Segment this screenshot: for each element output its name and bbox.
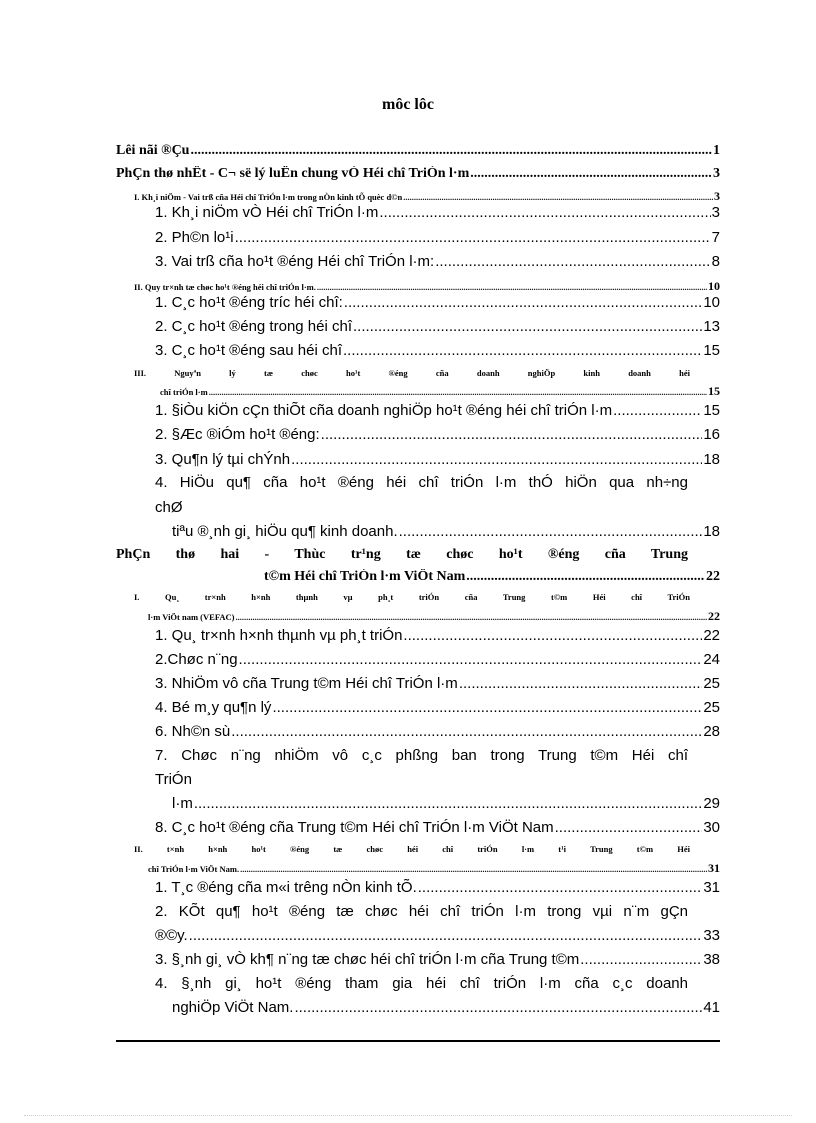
toc-label: 8. C¸c ho¹t ®éng cña Trung t©m Héi chî TriÓn l·m ViÖt Nam [155,819,554,836]
toc-leader [580,951,702,968]
toc-label: 3. §¸nh gi¸ vÒ kh¶ n¨ng tæ chøc héi chî triÓn l·m cña Trung t©m [155,951,580,968]
toc-entry-p2-1-3[interactable] [155,675,720,692]
toc-label: 6. Nh©n sù [155,723,231,740]
toc-entry-p1-1-3[interactable] [155,253,720,270]
toc-entry-p1-2-3[interactable] [155,342,720,359]
toc-label: 2. Ph©n lo¹i [155,229,234,246]
toc-entry-p1-2-2[interactable] [155,318,720,335]
toc-leader [190,143,712,159]
toc-page-number: 16 [703,426,720,443]
toc-entry-phan-2-line1: PhÇn thø hai - Thùc tr¹ng tæ chøc ho¹t ®éng cña Trung [116,547,688,562]
toc-page-number: 38 [703,951,720,968]
toc-entry-p2-1-7-line2: TriÓn [155,771,192,788]
toc-entry-p2-2-2[interactable] [155,927,720,944]
toc-label: ®©y. [155,927,188,944]
toc-page-number: 28 [703,723,720,740]
toc-entry-p1-3-3[interactable] [155,451,720,468]
toc-label: 2. §Æc ®iÓm ho¹t ®éng: [155,426,320,443]
toc-leader [459,675,703,692]
toc-page-number: 7 [711,229,720,246]
toc-page-number: 24 [703,651,720,668]
toc-label: Lêi nãi ®Çu [116,143,190,158]
toc-page-number: 10 [703,294,720,311]
toc-page-number: 10 [708,279,720,293]
toc-page-number: 22 [703,627,720,644]
toc-entry-p1-3-1[interactable] [155,402,720,419]
toc-label: chî TriÓn l·m ViÖt Nam. [148,864,240,874]
toc-label: t©m Héi chî TriÓn l·m ViÖt Nam [264,569,466,584]
toc-leader [236,612,708,622]
toc-page-number: 18 [703,451,720,468]
toc-label: 1. T¸c ®éng cña m«i trêng nÒn kinh tÕ. [155,879,417,896]
toc-page-number: 31 [703,879,720,896]
toc-label: PhÇn thø nhÊt - C¬ së lý luËn chung vÒ Héi chî TriÓn l·m [116,166,470,181]
toc-entry-p1-3-4-line1: 4. HiÖu qu¶ cña ho¹t ®éng héi chî triÓn l·m thÓ hiÖn qua nh÷ng [155,474,688,491]
toc-page-number: 13 [703,318,720,335]
toc-leader [272,699,702,716]
toc-entry-p2-1-4[interactable] [155,699,720,716]
toc-entry-p1-1-2[interactable] [155,229,720,246]
toc-label: 1. Kh¸i niÖm vÒ Héi chî TriÓn l·m [155,204,379,221]
toc-entry-p2-section-2[interactable] [148,861,720,876]
toc-entry-p1-section-1[interactable] [134,189,720,204]
toc-entry-p2-section-1-line1: I. Qu¸ tr×nh h×nh thµnh vµ ph¸t triÓn cña Trung t©m Héi chî TriÓn [134,592,690,602]
toc-entry-p2-1-8[interactable] [155,819,720,836]
toc-leader [235,229,711,246]
toc-leader [189,927,703,944]
footer-rule [116,1040,720,1042]
toc-entry-p2-2-4-line1: 4. §¸nh gi¸ ho¹t ®éng tham gia héi chî triÓn l·m cña c¸c doanh [155,975,688,992]
toc-page-number: 18 [703,523,720,540]
toc-entry-p1-3-4[interactable] [172,523,720,540]
toc-entry-loi-noi-dau[interactable] [116,143,720,159]
toc-leader [353,318,702,335]
toc-leader [317,282,707,292]
toc-leader [435,253,710,270]
toc-leader [209,387,707,397]
toc-entry-p2-1-7[interactable] [172,795,720,812]
toc-entry-p1-2-1[interactable] [155,294,720,311]
toc-entry-p2-section-2-line1: II. t×nh h×nh ho¹t ®éng tæ chøc héi chî triÓn l·m t¹i Trung t©m Héi [134,844,690,854]
toc-leader [399,523,703,540]
toc-entry-p1-section-3-line1: III. Nguyªn lý tæ chøc ho¹t ®éng cña doanh nghiÖp kinh doanh héi [134,368,690,378]
toc-label: nghiÖp ViÖt Nam. [172,999,294,1016]
toc-page-number: 1 [713,143,720,158]
toc-entry-p1-3-2[interactable] [155,426,720,443]
toc-label: I. Kh¸i niÖm - Vai trß cña Héi chî TriÓn l·m trong nÒn kinh tÕ quèc d©n [134,192,403,202]
toc-label: 1. C¸c ho¹t ®éng tríc héi chî: [155,294,343,311]
toc-label: 2. C¸c ho¹t ®éng trong héi chî [155,318,352,335]
toc-page-number: 15 [708,384,720,398]
toc-page-number: 15 [703,402,720,419]
toc-entry-p1-3-4-line2: chØ [155,499,183,516]
toc-leader [470,166,712,182]
toc-page-number: 29 [703,795,720,812]
toc-page-number: 31 [708,861,720,875]
toc-entry-phan-1[interactable] [116,166,720,182]
toc-page-number: 3 [713,166,720,181]
toc-leader [343,342,702,359]
toc-leader [613,402,702,419]
toc-page-number: 25 [703,699,720,716]
toc-entry-p2-2-3[interactable] [155,951,720,968]
toc-entry-p1-section-2[interactable] [134,279,720,294]
toc-label: l·m ViÖt nam (VEFAC) [148,612,235,622]
toc-page-number: 22 [706,569,720,584]
toc-entry-p1-section-3[interactable] [160,384,720,399]
toc-page-number: 33 [703,927,720,944]
toc-leader [344,294,703,311]
toc-entry-p2-2-2-line1: 2. KÕt qu¶ ho¹t ®éng tæ chøc héi chî triÓn l·m trong vµi n¨m gÇn [155,903,688,920]
toc-label: tiªu ®¸nh gi¸ hiÖu qu¶ kinh doanh. [172,523,398,540]
toc-leader [294,999,702,1016]
toc-leader [231,723,702,740]
toc-page-number: 30 [703,819,720,836]
toc-page-number: 25 [703,675,720,692]
page-bottom-dotted-line [24,1115,792,1116]
toc-label: 1. Qu¸ tr×nh h×nh thµnh vµ ph¸t triÓn [155,627,403,644]
toc-entry-p2-1-1[interactable] [155,627,720,644]
toc-page-number: 8 [711,253,720,270]
toc-label: 3. Qu¶n lý tµi chÝnh [155,451,291,468]
toc-leader [321,426,703,443]
toc-page-number: 41 [703,999,720,1016]
toc-page-number: 15 [703,342,720,359]
toc-label: 3. C¸c ho¹t ®éng sau héi chî [155,342,342,359]
toc-label: 3. NhiÖm vô cña Trung t©m Héi chî TriÓn l·m [155,675,458,692]
toc-entry-phan-2[interactable] [264,569,720,585]
toc-page-number: 22 [708,609,720,623]
toc-label: 4. Bé m¸y qu¶n lý [155,699,272,716]
toc-page-number: 3 [714,189,720,203]
toc-leader [555,819,703,836]
toc-label: II. Quy tr×nh tæ chøc ho¹t ®éng héi chî triÓn l·m. [134,282,316,292]
toc-leader [466,569,705,585]
toc-leader [379,204,710,221]
toc-label: 1. §iÒu kiÖn cÇn thiÕt cña doanh nghiÖp ho¹t ®éng héi chî triÓn l·m [155,402,613,419]
toc-page-number: 3 [711,204,720,221]
toc-leader [291,451,702,468]
toc-entry-p2-2-1[interactable] [155,879,720,896]
toc-entry-p2-1-2[interactable] [155,651,720,668]
toc-leader [403,627,702,644]
toc-label: 3. Vai trß cña ho¹t ®éng Héi chî TriÓn l·m: [155,253,435,270]
toc-label: l·m [172,795,193,812]
toc-leader [418,879,703,896]
toc-leader [194,795,702,812]
toc-label: chî triÓn l·m [160,387,208,397]
toc-leader [403,192,713,202]
toc-leader [239,651,703,668]
toc-entry-p2-section-1[interactable] [148,609,720,624]
toc-entry-p2-2-4[interactable] [172,999,720,1016]
toc-entry-p2-1-6[interactable] [155,723,720,740]
page-title: môc lôc [382,96,434,113]
toc-label: 2.Chøc n¨ng [155,651,238,668]
toc-entry-p1-1-1[interactable] [155,204,720,221]
toc-entry-p2-1-7-line1: 7. Chøc n¨ng nhiÖm vô c¸c phßng ban trong Trung t©m Héi chî [155,747,688,764]
toc-leader [240,864,707,874]
